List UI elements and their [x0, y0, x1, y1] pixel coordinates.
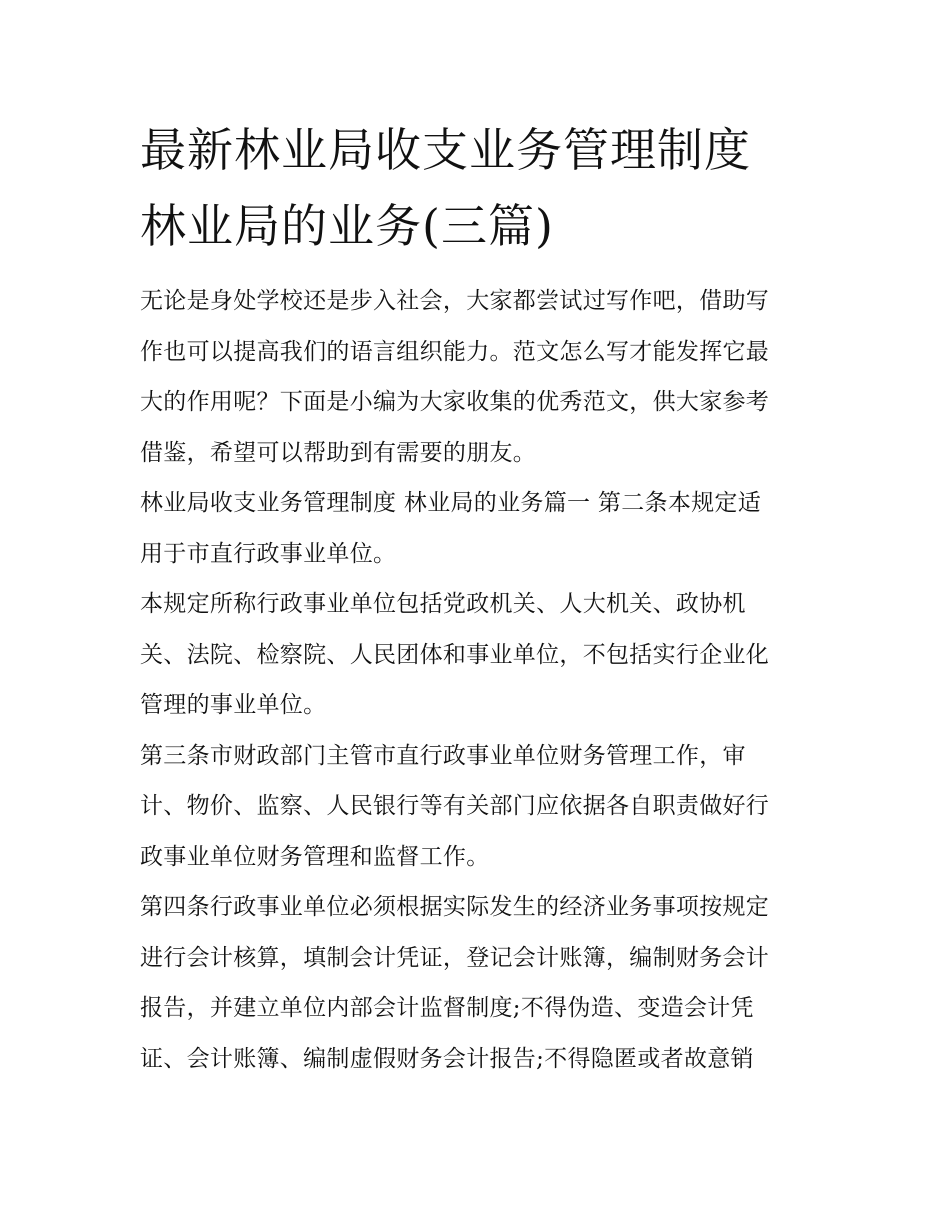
text-line: 关、法院、检察院、人民团体和事业单位，不包括实行企业化	[140, 641, 770, 668]
document-body	[140, 276, 820, 1084]
text-line: 第四条行政事业单位必须根据实际发生的经济业务事项按规定	[140, 894, 770, 920]
text-line: 进行会计核算，填制会计凭证，登记会计账簿，编制财务会计	[140, 944, 770, 971]
title-line-1: 最新林业局收支业务管理制度	[140, 123, 751, 177]
text-line: 政事业单位财务管理和监督工作。	[140, 843, 490, 870]
text-line: 作也可以提高我们的语言组织能力。范文怎么写才能发挥它最	[140, 338, 770, 365]
text-line: 用于市直行政事业单位。	[140, 540, 397, 567]
text-line: 管理的事业单位。	[140, 692, 327, 718]
paragraph-article-4	[140, 882, 820, 1084]
paragraph-article-3	[140, 731, 820, 883]
text-line: 林业局收支业务管理制度 林业局的业务篇一 第二条本规定适	[140, 490, 762, 516]
paragraph-article-2	[140, 478, 820, 579]
text-line: 第三条市财政部门主管市直行政事业单位财务管理工作，审	[140, 742, 746, 769]
paragraph-scope	[140, 579, 820, 731]
document-title	[140, 112, 820, 264]
text-line: 证、会计账簿、编制虚假财务会计报告;不得隐匿或者故意销	[140, 1045, 754, 1072]
text-line: 本规定所称行政事业单位包括党政机关、人大机关、政协机	[140, 591, 746, 617]
text-line: 大的作用呢？下面是小编为大家收集的优秀范文，供大家参考	[140, 389, 770, 415]
title-line-2: 林业局的业务(三篇)	[140, 199, 554, 253]
text-line: 无论是身处学校还是步入社会，大家都尝试过写作吧，借助写	[140, 288, 770, 314]
paragraph-intro	[140, 276, 820, 478]
text-line: 计、物价、监察、人民银行等有关部门应依据各自职责做好行	[140, 793, 770, 819]
text-line: 借鉴，希望可以帮助到有需要的朋友。	[140, 439, 537, 466]
text-line: 报告，并建立单位内部会计监督制度;不得伪造、变造会计凭	[140, 995, 754, 1021]
